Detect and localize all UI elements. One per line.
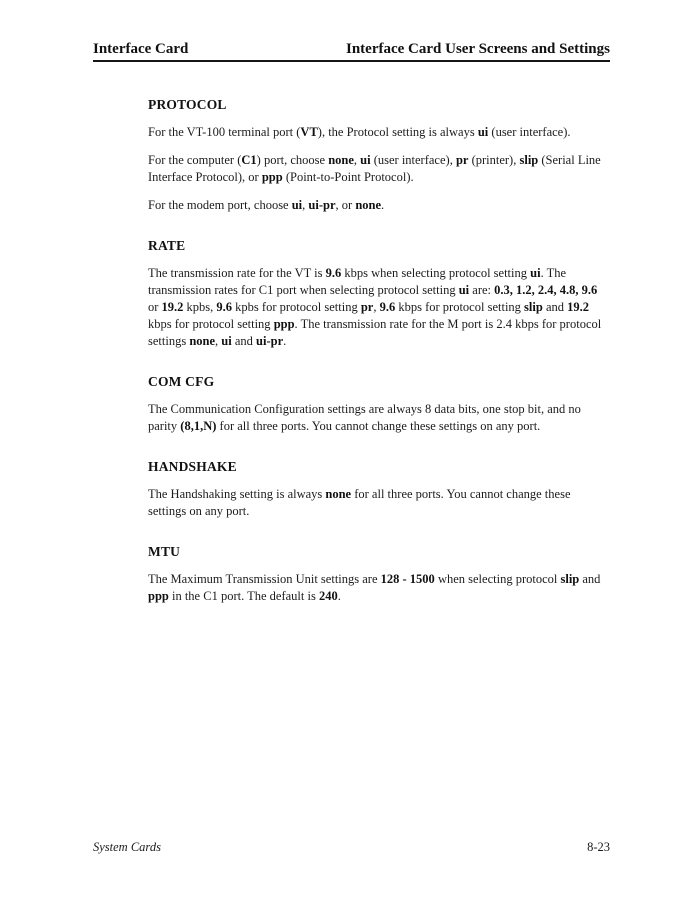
page-footer: [93, 840, 610, 855]
bold-text: none: [189, 334, 216, 348]
bold-text: ui: [458, 283, 470, 297]
section: [148, 459, 610, 520]
bold-text: ui: [221, 334, 232, 348]
bold-text: pr: [360, 300, 374, 314]
bold-text: ui: [360, 153, 371, 167]
page-header: [93, 41, 610, 58]
page-content: [148, 97, 610, 616]
bold-text: slip: [524, 300, 543, 314]
bold-text: (8,1,N): [180, 419, 217, 433]
paragraph: For the VT-100 terminal port (VT), the Protocol setting is always ui (user interface).: [148, 125, 571, 139]
bold-text: 9.6: [216, 300, 233, 314]
footer-page-number: 8-23: [587, 840, 610, 854]
bold-text: slip: [519, 153, 539, 167]
bold-text: 19.2: [567, 300, 589, 314]
header-section-title: Interface Card User Screens and Settings: [345, 41, 610, 57]
bold-text: ui: [291, 198, 303, 212]
bold-text: 0.3, 1.2, 2.4, 4.8, 9.6: [494, 283, 598, 297]
bold-text: ui-pr: [308, 198, 336, 212]
bold-text: 9.6: [379, 300, 396, 314]
paragraph: The Handshaking setting is always none for all three ports. You cannot change these settings on any port.: [148, 487, 571, 518]
bold-text: ppp: [261, 170, 283, 184]
bold-text: 9.6: [325, 266, 342, 280]
bold-text: ui: [477, 125, 489, 139]
bold-text: ui-pr: [256, 334, 284, 348]
paragraph: The Communication Configuration settings are always 8 data bits, one stop bit, and no parity (8,1,N) for all three ports. You cannot change these settings on any port.: [148, 402, 581, 433]
paragraph: For the computer (C1) port, choose none, ui (user interface), pr (printer), slip (Serial Line Interface Protocol), or ppp (Point-to-Point Protocol).: [148, 153, 601, 184]
section: [148, 544, 610, 605]
bold-text: ppp: [148, 589, 169, 603]
bold-text: C1: [241, 153, 257, 167]
bold-text: ui: [530, 266, 541, 280]
bold-text: slip: [560, 572, 580, 586]
bold-text: 128 - 1500: [380, 572, 435, 586]
paragraph: The transmission rate for the VT is 9.6 kbps when selecting protocol setting ui. The transmission rates for C1 port when selecting protocol setting ui are: 0.3, 1.2, 2.4, 4.8, 9.6 or 19.2 kpbs, 9.6 kpbs for protocol setting pr, 9.6 kbps for protocol setting slip and 19.2 kbps for protocol setting ppp. The transmission rate for the M port is 2.4 kbps for protocol settings none, ui and ui-pr.: [148, 266, 602, 348]
paragraph: For the modem port, choose ui, ui-pr, or none.: [148, 198, 385, 212]
bold-text: none: [325, 487, 352, 501]
section-title: RATE: [148, 238, 186, 253]
header-chapter-title: Interface Card: [93, 41, 189, 57]
bold-text: 240: [318, 589, 338, 603]
bold-text: ppp: [273, 317, 295, 331]
bold-text: VT: [300, 125, 318, 139]
bold-text: 19.2: [161, 300, 184, 314]
bold-text: pr: [455, 153, 469, 167]
section: [148, 238, 610, 350]
bold-text: none: [328, 153, 354, 167]
section-title: MTU: [148, 544, 181, 559]
section-title: HANDSHAKE: [148, 459, 237, 474]
header-rule: [93, 60, 610, 62]
section-title: PROTOCOL: [148, 97, 227, 112]
section: [148, 97, 610, 214]
section-title: COM CFG: [148, 374, 215, 389]
section: [148, 374, 610, 435]
bold-text: none: [355, 198, 382, 212]
paragraph: The Maximum Transmission Unit settings are 128 - 1500 when selecting protocol slip and ppp in the C1 port. The default is 240.: [148, 572, 601, 603]
footer-document-title: System Cards: [93, 840, 161, 854]
